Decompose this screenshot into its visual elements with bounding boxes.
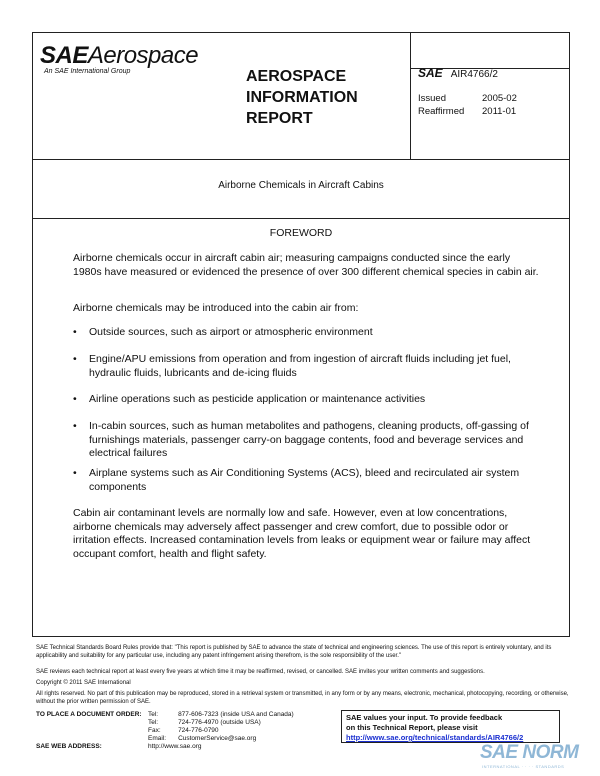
footer-rights: All rights reserved. No part of this publication may be reproduced, stored in a retrieval system or transmitted, in any form or by any means, electronic, mechanical, photocopying, recording, or otherwise, without the prior written permission of SAE. <box>36 691 569 705</box>
bullet-icon: • <box>73 467 77 479</box>
feedback-box <box>341 710 560 743</box>
foreword-intro: Airborne chemicals occur in aircraft cabin air; measuring campaigns conducted since the early 1980s have measured or evidenced the presence of over 300 different chemical species in cabin air. <box>73 252 539 278</box>
report-type-line3: REPORT <box>246 110 313 127</box>
tel-value: 877-606-7323 (inside USA and Canada) <box>178 711 294 718</box>
sae-norm-stamp <box>480 742 590 772</box>
dates-values <box>482 92 517 118</box>
list-item: • Airplane systems such as Air Conditioning Systems (ACS), bleed and recirculated air system components <box>73 467 520 493</box>
footer-review: SAE reviews each technical report at least every five years at which time it may be reaffirmed, revised, or cancelled. SAE invites your written comments and suggestions. <box>36 669 485 675</box>
feedback-link[interactable]: http://www.sae.org/technical/standards/AIR4766/2 <box>346 733 524 742</box>
stamp-subtext: INTERNATIONAL · · · · STANDARDS <box>482 764 565 769</box>
bullet-icon: • <box>73 393 77 405</box>
tel2-label: Tel: <box>148 719 159 726</box>
fax-value: 724-776-0790 <box>178 727 219 734</box>
web-address <box>36 743 201 750</box>
web-label: SAE WEB ADDRESS: <box>36 743 102 750</box>
document-number <box>418 66 498 80</box>
issued-label: Issued <box>418 93 446 104</box>
tel-label: Tel: <box>148 711 159 718</box>
issued-value: 2005-02 <box>482 93 517 104</box>
list-item: • In-cabin sources, such as human metabolites and pathogens, cleaning products, off-gassing of furnishings materials, passenger carry-on baggage contents, food and beverage services and electrical failures <box>73 420 529 459</box>
email-label: Email: <box>148 735 167 742</box>
logo-subtitle: An SAE International Group <box>44 68 131 75</box>
feedback-line1: SAE values your input. To provide feedback <box>346 713 503 722</box>
sae-aerospace-logo <box>40 42 198 70</box>
doc-number-value: AIR4766/2 <box>450 69 498 80</box>
fax-label: Fax: <box>148 727 161 734</box>
reaffirmed-value: 2011-01 <box>482 106 517 117</box>
report-type <box>246 66 358 129</box>
list-item: • Airline operations such as pesticide application or maintenance activities <box>73 393 426 405</box>
list-item: • Outside sources, such as airport or atmospheric environment <box>73 326 373 338</box>
feedback-line2: on this Technical Report, please visit <box>346 723 478 732</box>
foreword-closing: Cabin air contaminant levels are normally low and safe. However, even at low concentrations, airborne chemicals may adversely affect passenger and crew comfort, due to possible odor or irritation effects. Increased contamination levels from leaks or equipment wear or failure may affect occupant comfort, health and flight safety. <box>73 507 531 560</box>
doc-prefix: SAE <box>418 66 443 80</box>
report-type-line2: INFORMATION <box>246 89 358 106</box>
bullet-icon: • <box>73 353 77 365</box>
report-type-line1: AEROSPACE <box>246 68 347 85</box>
document-title: Airborne Chemicals in Aircraft Cabins <box>218 180 384 191</box>
tel2-value: 724-776-4970 (outside USA) <box>178 719 261 726</box>
email-value: CustomerService@sae.org <box>178 735 257 742</box>
list-item: • Engine/APU emissions from operation and from ingestion of aircraft fluids including jet fuel, hydraulic fluids, lubricants and de-icing fluids <box>73 353 511 379</box>
logo-aerospace-text: Aerospace <box>87 42 199 69</box>
footer-rules: SAE Technical Standards Board Rules provide that: "This report is published by SAE to advance the state of technical and engineering sciences. The use of this report is entirely voluntary, and its applicability and suitability for any particular use, including any patent infringement arising therefrom, is the sole responsibility of the user." <box>36 645 552 659</box>
logo-sae-text: SAE <box>40 42 88 69</box>
foreword-heading: FOREWORD <box>269 227 333 239</box>
foreword-lead: Airborne chemicals may be introduced into the cabin air from: <box>73 302 359 314</box>
footer-copyright: Copyright © 2011 SAE International <box>36 680 131 686</box>
bullet-icon: • <box>73 326 77 338</box>
body-bottom-border <box>32 636 570 637</box>
web-value[interactable]: http://www.sae.org <box>148 743 202 750</box>
reaffirmed-label: Reaffirmed <box>418 106 465 117</box>
dates-labels <box>418 92 464 118</box>
order-label: TO PLACE A DOCUMENT ORDER: <box>36 711 142 718</box>
bullet-icon: • <box>73 420 77 432</box>
header-divider <box>410 32 411 160</box>
order-contact-table <box>36 711 298 743</box>
stamp-text: SAE NORM <box>480 742 579 763</box>
title-separator <box>32 218 570 219</box>
